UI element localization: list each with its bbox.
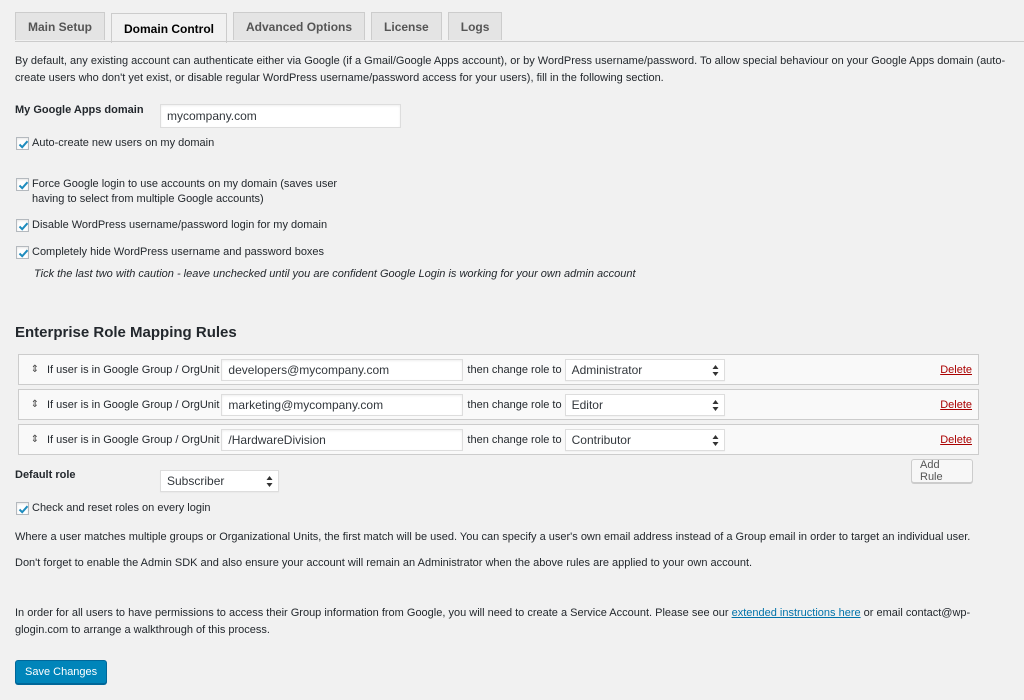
auto-create-checkbox[interactable] bbox=[16, 137, 29, 150]
disable-wp-checkbox[interactable] bbox=[16, 219, 29, 232]
intro-text: By default, any existing account can authenticate either via Google (if a Gmail/Google Apps account), or by WordPress username/password. To allow special behaviour on your Google Apps domain (auto-create users who don't yet exist, or disable regular WordPress username/password access for your users), fill in the following section. bbox=[15, 55, 1006, 84]
rule-role-value: Editor bbox=[571, 397, 603, 412]
rule-row bbox=[18, 354, 979, 385]
reset-roles-checkbox[interactable] bbox=[16, 502, 29, 515]
sort-arrows-icon[interactable]: ⇕ bbox=[30, 399, 40, 410]
rule-group-input[interactable] bbox=[221, 429, 463, 451]
rule-middle: then change role to bbox=[467, 398, 562, 411]
rule-group-input[interactable] bbox=[221, 359, 463, 381]
rule-delete-link[interactable]: Delete bbox=[940, 398, 972, 411]
tab-advanced-options[interactable]: Advanced Options bbox=[233, 12, 365, 40]
select-arrows-icon bbox=[266, 475, 273, 488]
force-google-label-line1: Force Google login to use accounts on my domain (saves user bbox=[32, 178, 338, 190]
hide-boxes-checkbox[interactable] bbox=[16, 246, 29, 259]
default-role-label: Default role bbox=[15, 469, 76, 481]
tab-bar bbox=[15, 12, 508, 42]
rule-role-select[interactable] bbox=[565, 359, 725, 381]
domain-label: My Google Apps domain bbox=[15, 104, 144, 116]
sort-arrows-icon[interactable]: ⇕ bbox=[30, 434, 40, 445]
select-arrows-icon bbox=[712, 434, 719, 447]
add-rule-button[interactable]: Add Rule bbox=[911, 459, 973, 483]
hide-boxes-label: Completely hide WordPress username and password boxes bbox=[32, 246, 325, 258]
caution-text: Tick the last two with caution - leave unchecked until you are confident Google Login is working for your own admin account bbox=[34, 268, 636, 280]
service-account-text bbox=[15, 605, 1020, 639]
select-arrows-icon bbox=[712, 399, 719, 412]
force-google-label bbox=[32, 177, 337, 207]
force-google-option bbox=[16, 177, 337, 207]
rule-role-select[interactable] bbox=[565, 394, 725, 416]
reset-roles-option bbox=[16, 501, 211, 516]
rule-middle: then change role to bbox=[467, 433, 562, 446]
disable-wp-label: Disable WordPress username/password login for my domain bbox=[32, 219, 328, 231]
force-google-checkbox[interactable] bbox=[16, 178, 29, 191]
rule-role-select[interactable] bbox=[565, 429, 725, 451]
check-icon bbox=[17, 247, 30, 260]
rule-role-value: Contributor bbox=[571, 432, 631, 447]
tab-domain-control[interactable]: Domain Control bbox=[111, 13, 227, 43]
rule-delete-link[interactable]: Delete bbox=[940, 363, 972, 376]
check-icon bbox=[17, 138, 30, 151]
auto-create-option bbox=[16, 136, 214, 151]
reset-roles-label: Check and reset roles on every login bbox=[32, 502, 211, 514]
match-info-text: Where a user matches multiple groups or Organizational Units, the first match will be used. You can specify a user's own email address instead of a Group email in order to target an individual user. bbox=[15, 531, 971, 543]
extended-instructions-link[interactable]: extended instructions here bbox=[731, 607, 861, 619]
rule-middle: then change role to bbox=[467, 363, 562, 376]
rule-row bbox=[18, 424, 979, 455]
rule-role-value: Administrator bbox=[571, 362, 643, 377]
disable-wp-option bbox=[16, 218, 327, 233]
check-icon bbox=[17, 179, 30, 192]
rule-prefix: If user is in Google Group / OrgUnit bbox=[47, 363, 220, 376]
rule-prefix: If user is in Google Group / OrgUnit bbox=[47, 398, 220, 411]
default-role-value: Subscriber bbox=[167, 474, 225, 488]
hide-boxes-option bbox=[16, 245, 324, 260]
rule-group-input[interactable] bbox=[221, 394, 463, 416]
tab-logs[interactable]: Logs bbox=[448, 12, 503, 40]
tab-main-setup[interactable]: Main Setup bbox=[15, 12, 105, 40]
check-icon bbox=[17, 220, 30, 233]
rule-row bbox=[18, 389, 979, 420]
rule-delete-link[interactable]: Delete bbox=[940, 433, 972, 446]
force-google-label-line2: having to select from multiple Google accounts) bbox=[32, 193, 264, 205]
tab-divider bbox=[15, 41, 1024, 42]
tab-license[interactable]: License bbox=[371, 12, 442, 40]
select-arrows-icon bbox=[712, 364, 719, 377]
domain-input[interactable] bbox=[160, 104, 401, 128]
auto-create-label: Auto-create new users on my domain bbox=[32, 137, 215, 149]
check-icon bbox=[17, 503, 30, 516]
service-account-text-post: or email contact@wp-glogin.com to arrange a walkthrough of this process. bbox=[15, 607, 971, 636]
rule-prefix: If user is in Google Group / OrgUnit bbox=[47, 433, 220, 446]
default-role-select[interactable] bbox=[160, 470, 279, 492]
save-changes-button[interactable]: Save Changes bbox=[15, 660, 107, 684]
section-title: Enterprise Role Mapping Rules bbox=[15, 324, 237, 341]
service-account-text-pre: In order for all users to have permissions to access their Group information from Google, you will need to create a Service Account. Please see our bbox=[15, 607, 732, 619]
admin-sdk-text: Don't forget to enable the Admin SDK and also ensure your account will remain an Administrator when the above rules are applied to your own account. bbox=[15, 557, 753, 569]
sort-arrows-icon[interactable]: ⇕ bbox=[30, 364, 40, 375]
